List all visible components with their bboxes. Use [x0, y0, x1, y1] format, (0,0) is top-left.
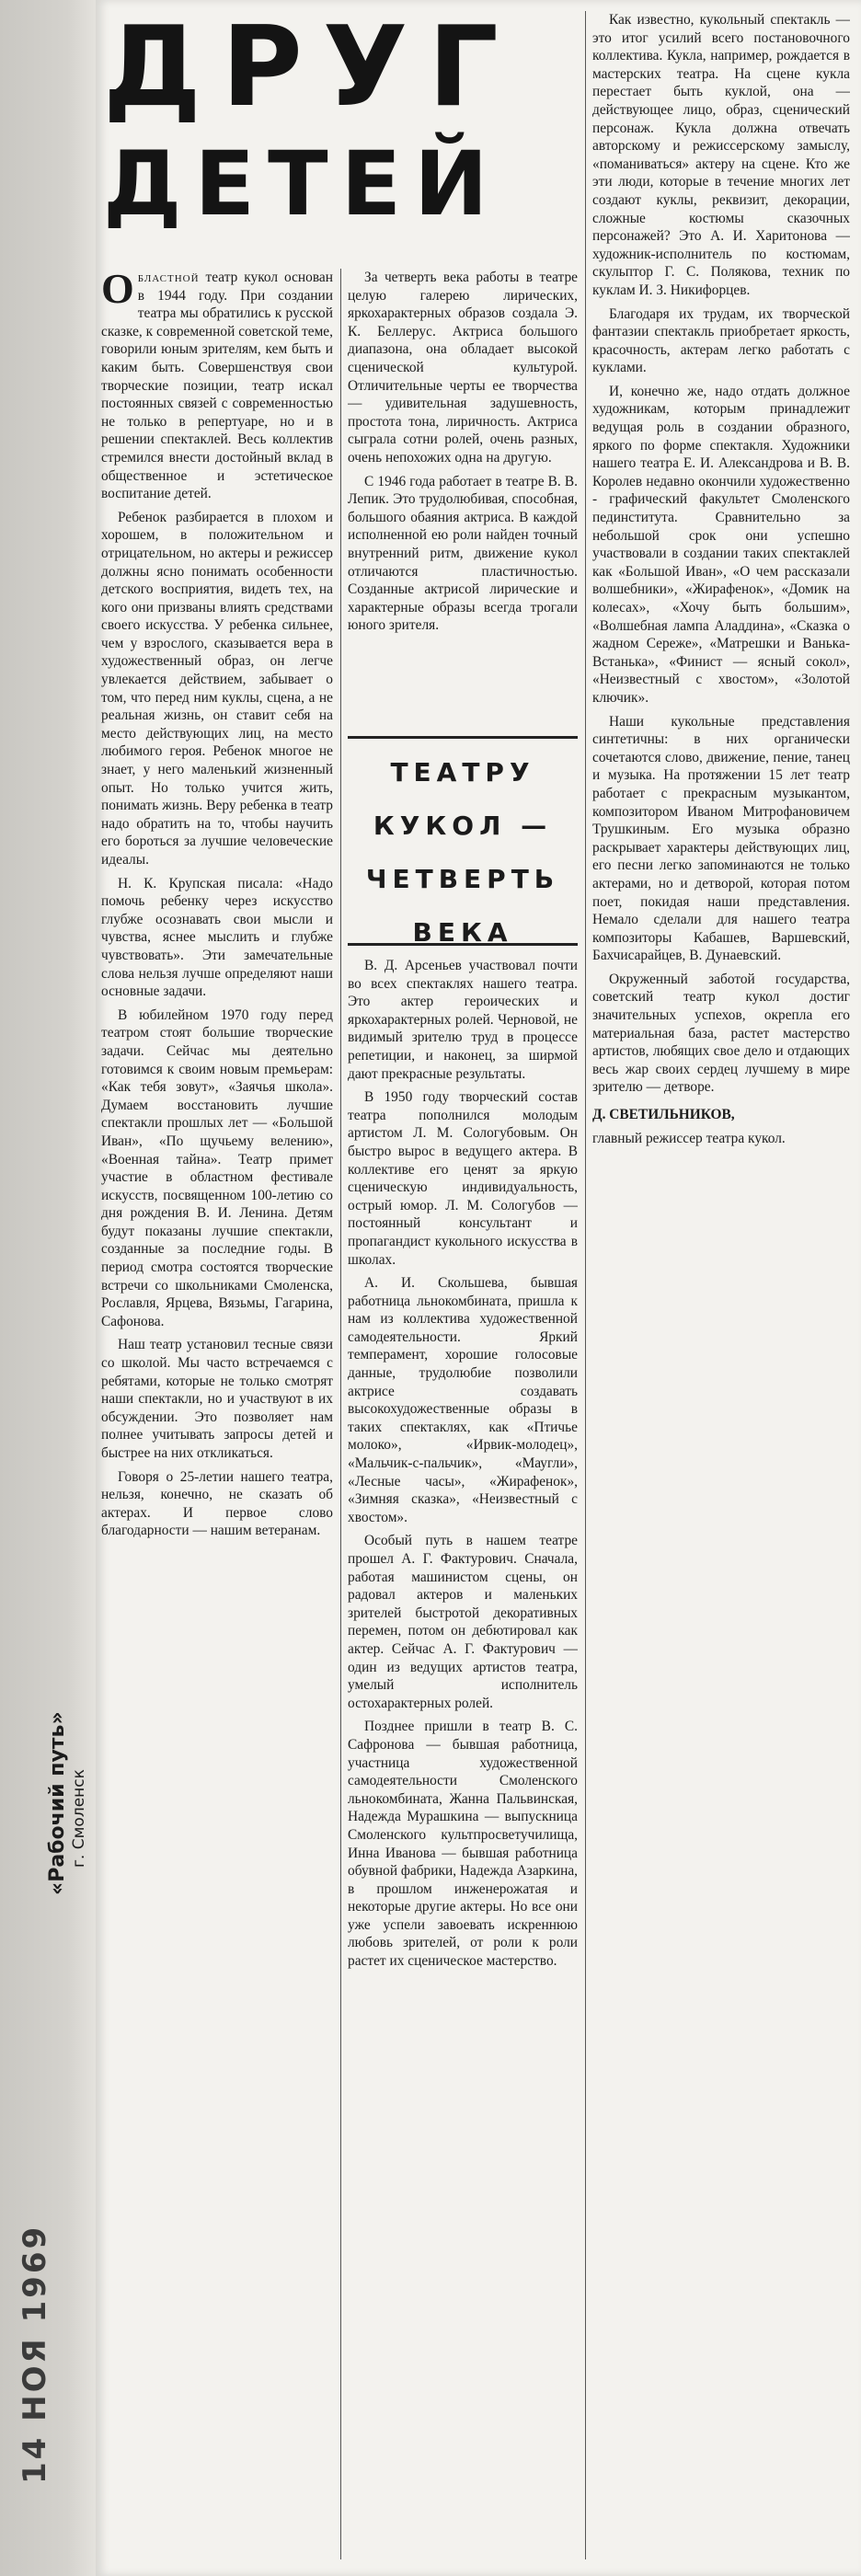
lead-word: бластной	[137, 270, 200, 285]
headline-line-2: ДЕТЕЙ	[103, 132, 501, 236]
subheading-line: ЧЕТВЕРТЬ	[365, 864, 560, 894]
paragraph: За четверть века работы в театре целую галерею лирических, яркохарактерных образов создала Э. К. Беллерус. Актриса большого диапазона, она обладает высокой сценической культурой. Отличительные черты ее творчества — удивительная задушевность, простота тона, лиричность. Актриса сыграла сотни ролей, очень разных, очень непохожих одна на другую.	[348, 270, 578, 466]
subheading-line: ВЕКА	[412, 917, 513, 948]
paragraph: В юбилейном 1970 году перед театром стоят большие творческие задачи. Сейчас мы деятельно готовимся к своим новым премьерам: «Как тебя зовут», «Заячья школа». Думаем восстановить лучшие спектакли прошлых лет — «Большой Иван», «По щучьему велению», «Военная тайна». Театр примет участие в областном фестивале искусств, посвященном 100-летию со дня рождения В. И. Ленина. Детям будут показаны лучшие спектакли, созданные за последние годы. В период смотра состоятся творческие встречи со школьниками Смоленска, Рославля, Ярцева, Вязьмы, Гагарина, Сафонова.	[101, 1006, 333, 1329]
paragraph: Говоря о 25-летии нашего театра, нельзя, конечно, не сказать об актерах. И первое слово благодарности — нашим ветеранам.	[101, 1468, 333, 1539]
paragraph: Окруженный заботой государства, советский театр кукол достиг значительных успехов, окрепла его материальная база, растет мастерство артистов, любящих свое дело и отдающих весь жар своих сердец лучшему в мире зрителю — детворе.	[592, 971, 850, 1096]
paragraph-text: театр кукол основан в 1944 году. При создании театра мы обратились к русской сказке, к современной советской теме, говорили юным зрителям, кем быть и каким быть. Совершенствуя свои творческие позиции, театр искал постоянных связей с современностью не только в репертуаре, но и в решении спектаклей. Весь коллектив стремился внести достойный вклад в общественное и эстетическое воспитание детей.	[101, 270, 333, 502]
paragraph: Как известно, кукольный спектакль — это итог усилий всего постановочного коллектива. Кукла, например, рождается в мастерских театра. На сцене кукла перестает быть куклой, она — действующее лицо, образ, сценический персонаж. Кукла должна отвечать авторскому и режиссерскому замыслу, «поманиваться» актеру на сцене. Кто же эти люди, которые в течение многих лет создают куклы, реквизит, декорации, сложные костюмы сказочных персонажей? Это А. И. Харитонова — художник-исполнитель по костюмам, скульптор Г. С. Полякова, техник по куклам И. З. Никифорцев.	[592, 12, 850, 298]
paragraph: Особый путь в нашем театре прошел А. Г. Фактурович. Сначала, работая машинистом сцены, он радовал актеров и маленьких зрителей быстротой декоративных перемен, потом он дебютировал как актер. Сейчас А. Г. Фактурович — один из ведущих артистов театра, умелый исполнитель остохарактерных ролей.	[348, 1533, 578, 1711]
headline	[103, 4, 581, 261]
headline-line-1: ДРУГ	[103, 4, 519, 132]
paragraph: Благодаря их трудам, их творческой фантазии спектакль приобретает яркость, красочность, актерам легко работать с куклами.	[592, 305, 850, 376]
date-stamp: 14 НОЯ 1969	[17, 2224, 53, 2484]
scan-margin	[0, 0, 96, 2576]
article-column-2-bottom	[348, 957, 578, 2562]
article-column-2-top	[348, 269, 578, 729]
paragraph: С 1946 года работает в театре В. В. Лепик. Это трудолюбивая, способная, большого обаяния актриса. В каждой исполненной ею роли найден точный внутренний ритм, движение кукол отличаются пластичностью. Созданные актрисой лирические и характерные образы всегда трогали юного зрителя.	[348, 473, 578, 634]
paragraph: В. Д. Арсеньев участвовал почти во всех спектаклях нашего театра. Это актер героических и яркохарактерных ролей. Черновой, не видимый зрителю труд в процессе репетиции, и наконец, за ширмой дают прекрасные результаты.	[348, 958, 578, 1082]
subheading-line: ТЕАТРУ	[390, 757, 535, 788]
publication-name: «Рабочий путь»	[46, 1711, 69, 1895]
paragraph: Ребенок разбирается в плохом и хорошем, в положительном и отрицательном, но актеры и режиссер должны ясно понимать особенности детского восприятия, видеть тех, на кого они призваны влиять средствами своего искусства. У ребенка сильнее, чем у взрослого, сказывается вера в художественный образ, он легче увлекается действием, забывает о том, что перед ним куклы, сцена, а не реальная жизнь, он ставит себя на место действующих лиц, на место любимого героя. Ребенок многое не знает, у него маленький жизненный опыт. Но только учится жить, понимать жизнь. Веру ребенка в театр надо обратить на то, чтобы научить его бороться за лучшие человеческие идеалы.	[101, 509, 333, 868]
drop-cap: О	[101, 269, 134, 312]
publication-label	[18, 1619, 88, 2134]
column-rule	[585, 11, 586, 2559]
paragraph: Позднее пришли в театр В. С. Сафронова — бывшая работница, участница художественной самодеятельности Смоленского льнокомбината, Жанна Пальвинская, Надежда Мурашкина — выпускница Смоленского культпросветучилища, Инна Иванова — бывшая работница обувной фабрики, Надежда Азаркина, в прошлом инженерожатая и некоторые другие актеры. Но все они уже успели завоевать искреннюю любовь зрителей, от роли к роли растет их сценическое мастерство.	[348, 1719, 578, 1970]
paragraph: Наш театр установил тесные связи со школой. Мы часто встречаемся с ребятами, которые не только смотрят наши спектакли, но и участвуют в их обсуждении. Это позволяет нам полнее учитывать запросы детей и быстрее на них откликаться.	[101, 1337, 333, 1461]
paragraph	[101, 269, 333, 503]
article-column-1	[101, 269, 333, 2559]
publication-city: г. Смоленск	[70, 1769, 88, 1868]
paragraph: А. И. Скольшева, бывшая работница льнокомбината, пришла к нам из коллектива художественной самодеятельности. Яркий темперамент, хорошие голосовые данные, трудолюбие позволили актрисе создавать высокохудожественные образы в таких спектаклях, как «Птичье молоко», «Ирвик-молодец», «Мальчик-с-пальчик», «Маугли», «Лесные часы», «Жирафенок», «Зимняя сказка», «Неизвестный с хвостом».	[348, 1275, 578, 1525]
article-column-3	[592, 11, 850, 2564]
paragraph: В 1950 году творческий состав театра пополнился молодым артистом Л. М. Сологубовым. Он быстро вырос в ведущего актера. В коллективе его ценят за яркую сценическую индивидуальность, острый юмор. Л. М. Сологубов — постоянный консультант и пропагандист кукольного искусства в школах.	[348, 1089, 578, 1268]
author-signature: Д. СВЕТИЛЬНИКОВ,	[592, 1107, 735, 1123]
paragraph: Н. К. Крупская писала: «Надо помочь ребенку через искусство глубже осознавать свои мысли и чувства, яснее мыслить и глубже чувствовать». Эти замечательные слова нельзя лучше определяют наши основные задачи.	[101, 875, 333, 1000]
subheading	[348, 736, 578, 946]
column-rule	[340, 269, 341, 2559]
subheading-line: КУКОЛ —	[373, 811, 553, 841]
paragraph: И, конечно же, надо отдать должное художникам, которым принадлежит ведущая роль в создании образного, яркого по форме спектакля. Художники нашего театра Е. И. Александрова и В. В. Королев недавно окончили художественно - графический факультет Смоленского пединститута. Сравнительно за небольшой срок они успешно участвовали в создании таких спектаклей как «Большой Иван», «О чем рассказали волшебники», «Жирафенок», «Домик на колесах», «Хочу быть большим», «Волшебная лампа Аладдина», «Сказка о жадном Сереже», «Матрешки и Ванька-Встанька», «Финист — ясный сокол», «Неизвестный с хвостом», «Золотой ключик».	[592, 383, 850, 706]
paragraph: Наши кукольные представления синтетичны: в них органически сочетаются слово, движение, пение, танец и музыка. На протяжении 15 лет театр работает с прекрасным музыкантом, композитором Иваном Митрофановичем Трушкиным. Его музыка образно раскрывает характеры действующих лиц, его песни легко запоминаются не только актерами, но и детворой, которая потом поет, покидая наши представления. Немало сделали для нашего театра композиторы Кабашев, Варшевский, Бахчисарайцев, В. Дунаевский.	[592, 713, 850, 964]
author-title: главный режиссер театра кукол.	[592, 1130, 786, 1146]
